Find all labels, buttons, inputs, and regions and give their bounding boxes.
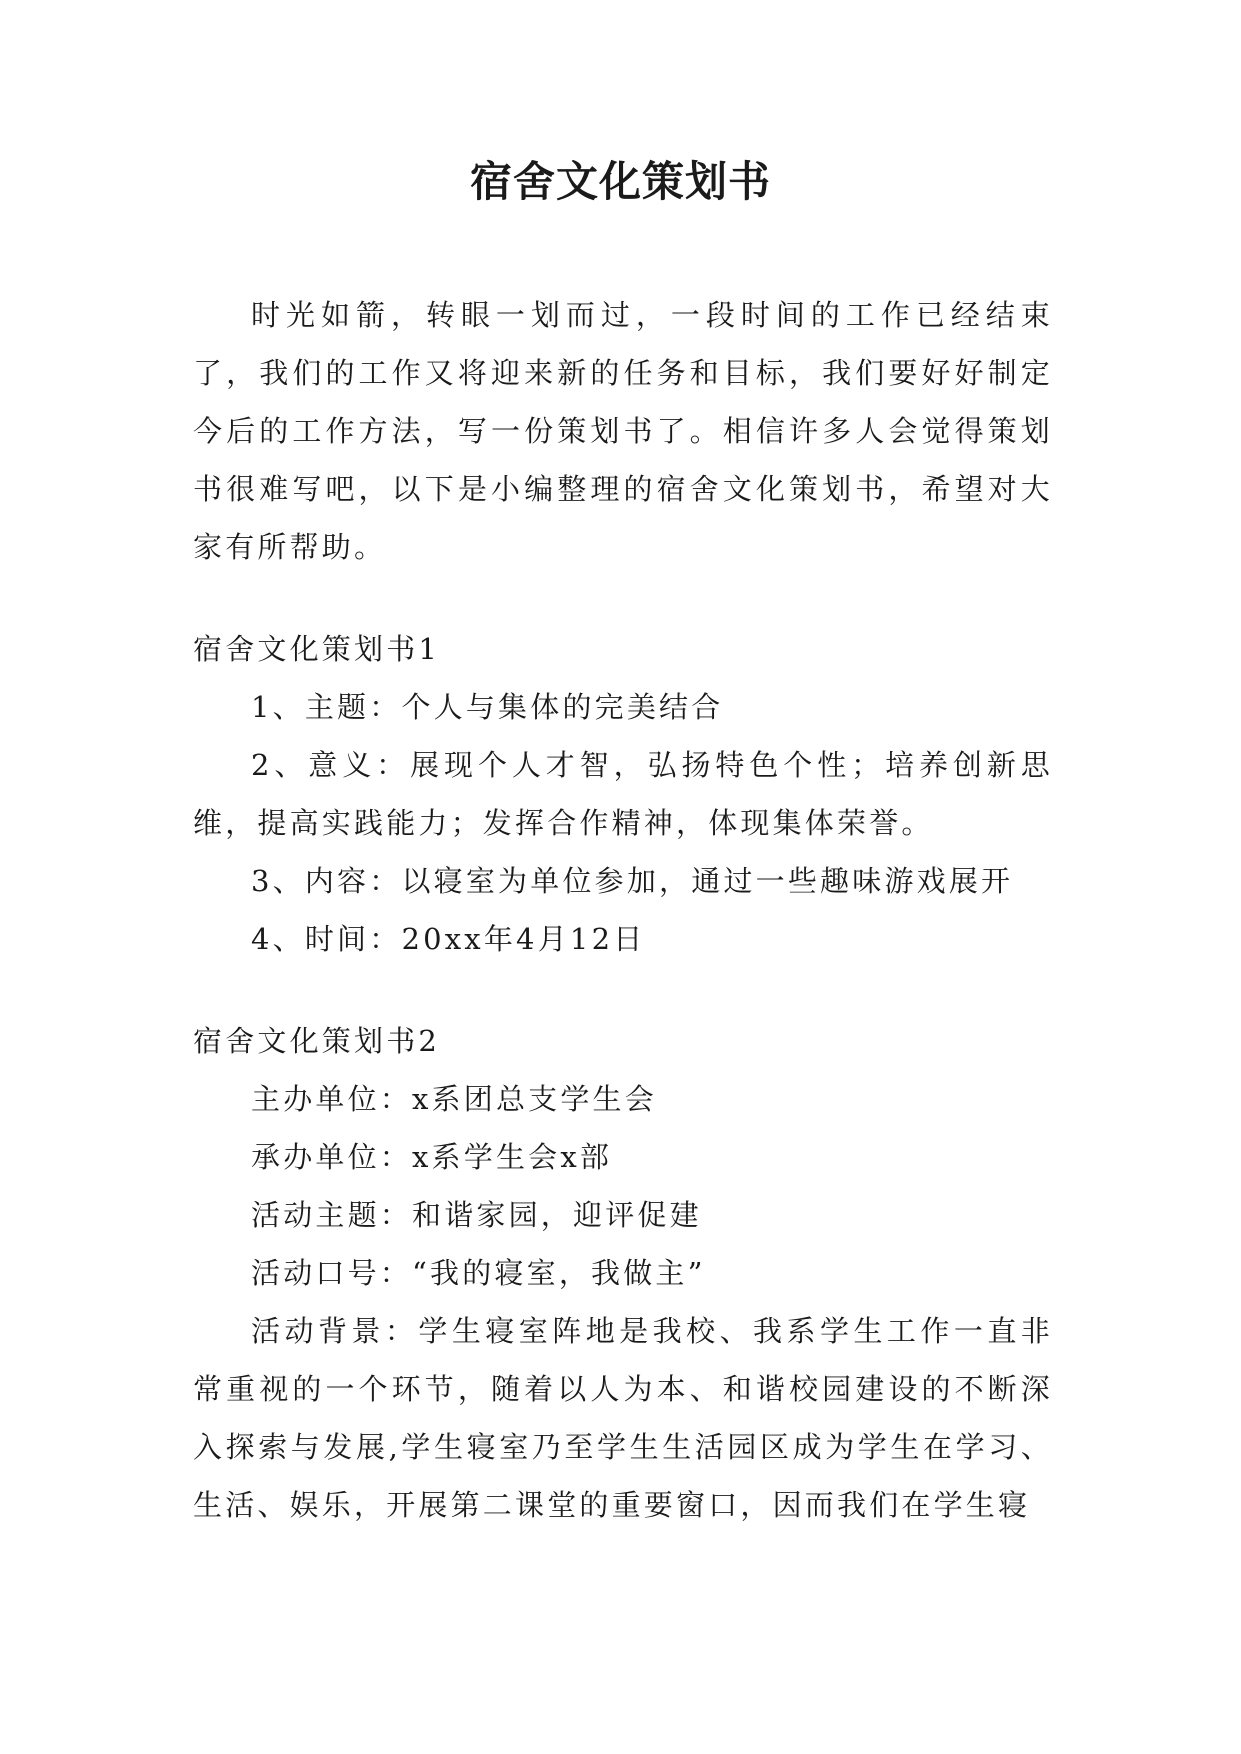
section-1-item: 4、时间：20xx年4月12日 bbox=[251, 922, 646, 956]
intro-paragraph: 时光如箭，转眼一划而过，一段时间的工作已经结束了，我们的工作又将迎来新的任务和目标，我们要好好制定今后的工作方法，写一份策划书了。相信许多人会觉得策划书很难写吧，以下是小编整理的宿舍文化策划书，希望对大家有所帮助。 bbox=[193, 298, 1053, 564]
section-2-item: 主办单位：x系团总支学生会 bbox=[251, 1082, 657, 1116]
section-2-heading: 宿舍文化策划书2 bbox=[193, 1024, 441, 1058]
section-1-item: 2、意义：展现个人才智，弘扬特色个性；培养创新思维，提高实践能力；发挥合作精神，体现集体荣誉。 bbox=[193, 748, 1053, 840]
document-body bbox=[193, 286, 1053, 1534]
section-2-item: 活动主题：和谐家园，迎评促建 bbox=[251, 1198, 702, 1232]
section-2-item: 活动背景：学生寝室阵地是我校、我系学生工作一直非常重视的一个环节，随着以人为本、和谐校园建设的不断深入探索与发展,学生寝室乃至学生生活园区成为学生在学习、生活、娱乐，开展第二课堂的重要窗口，因而我们在学生寝 bbox=[193, 1314, 1053, 1522]
document-title: 宿舍文化策划书 bbox=[469, 157, 771, 206]
section-2-item: 承办单位：x系学生会x部 bbox=[251, 1140, 613, 1174]
section-2-item: 活动口号：“我的寝室，我做主” bbox=[251, 1256, 706, 1290]
section-1-heading: 宿舍文化策划书1 bbox=[193, 632, 441, 666]
section-1-item: 1、主题：个人与集体的完美结合 bbox=[251, 690, 724, 724]
section-1-item: 3、内容：以寝室为单位参加，通过一些趣味游戏展开 bbox=[251, 864, 1014, 898]
